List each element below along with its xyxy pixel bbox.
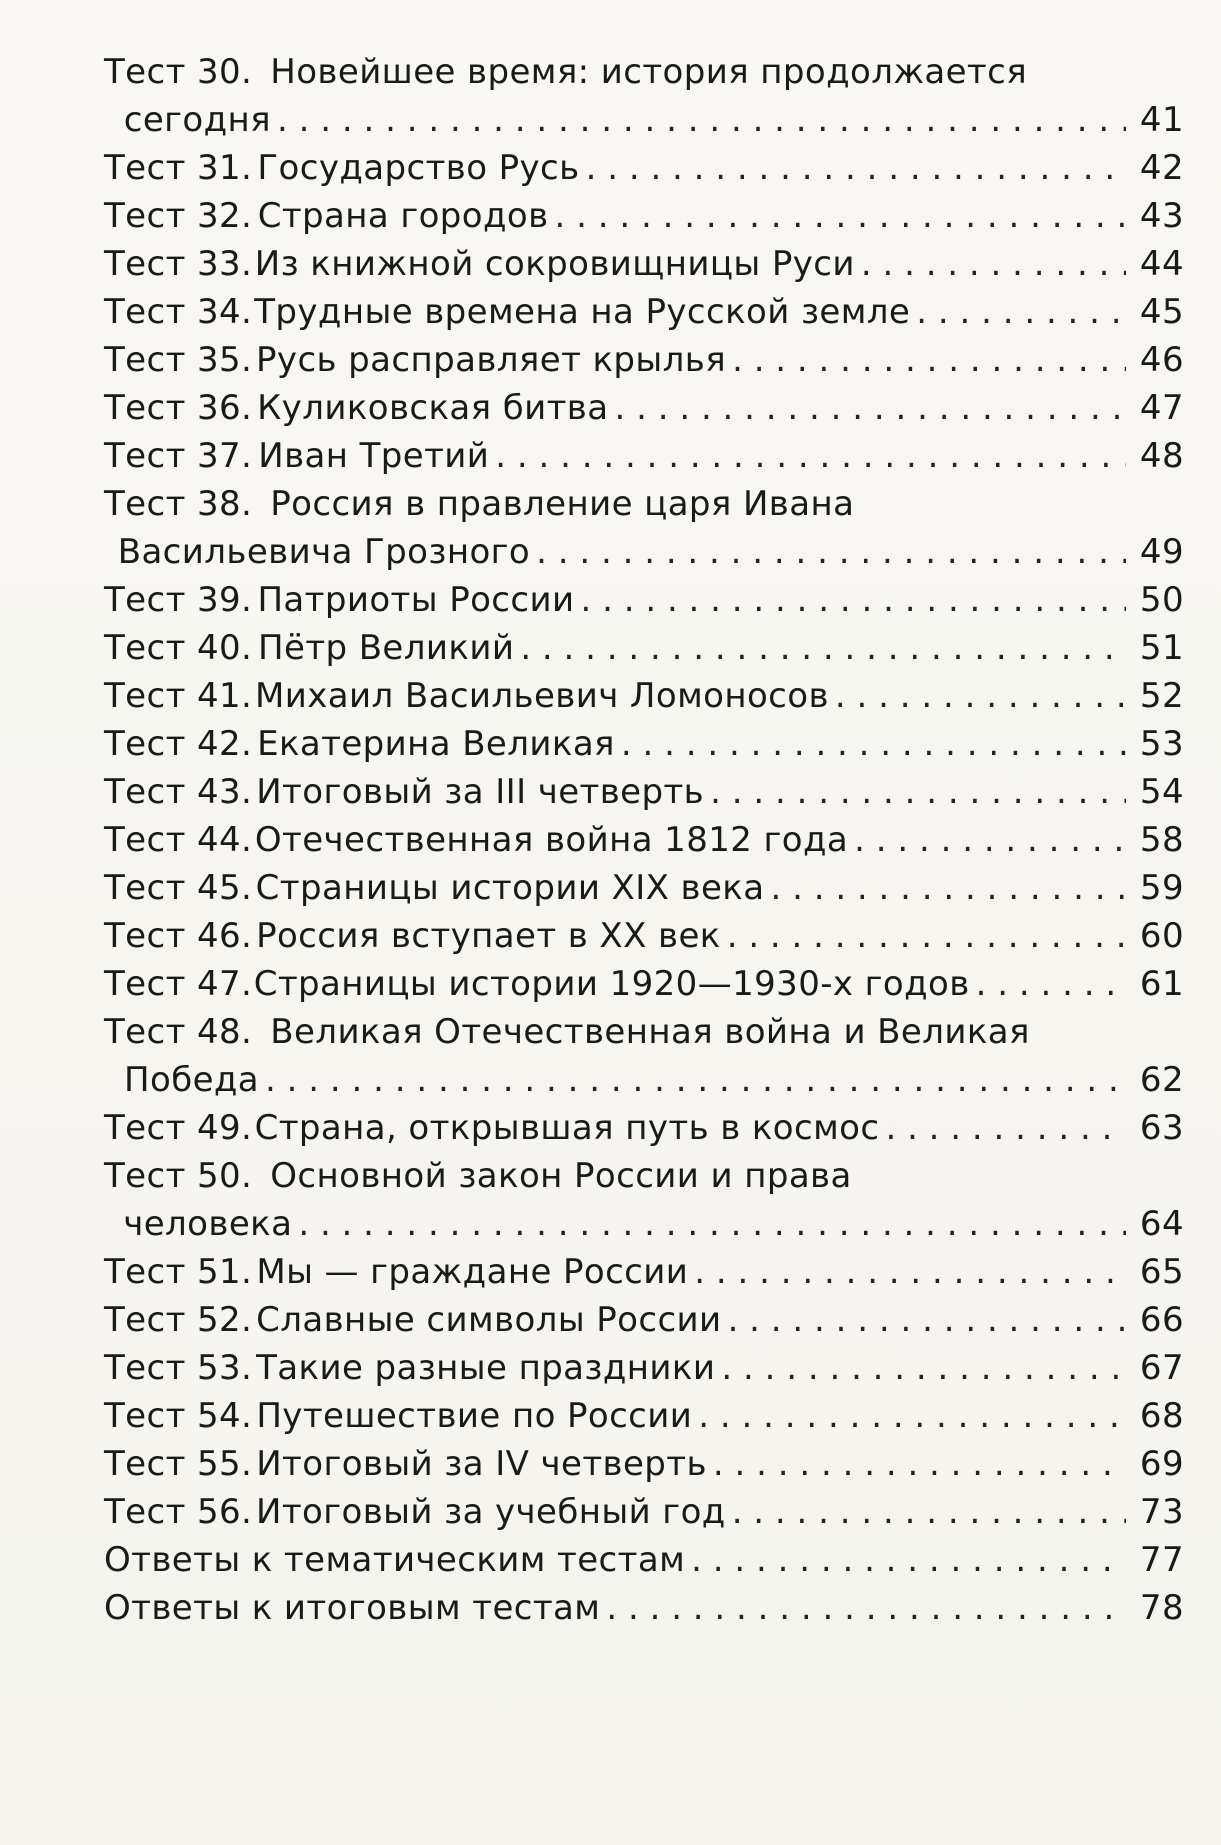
test-number: Тест 50.: [104, 1156, 253, 1196]
toc-entry-title: Патриоты России: [257, 580, 575, 620]
test-number: Тест 32.: [104, 196, 253, 236]
test-number: Тест 42.: [104, 724, 253, 764]
toc-entry: [104, 336, 1184, 384]
toc-entry-title: Трудные времена на Русской земле: [254, 292, 911, 332]
toc-entry-title: Новейшее время: история продолжается: [270, 52, 1028, 92]
toc-entry-line: [104, 672, 1184, 720]
toc-entry-title: Из книжной сокровищницы Руси: [254, 244, 855, 284]
toc-entry-line: [104, 144, 1184, 192]
toc-entry-title: Страна, открывшая путь в космос: [254, 1108, 880, 1148]
test-number: Тест 37.: [104, 436, 253, 476]
page-number: 62: [1139, 1060, 1184, 1100]
toc-entry-title: Такие разные праздники: [256, 1348, 716, 1388]
toc-entry-title: Основной закон России и права: [270, 1156, 852, 1196]
toc-entry-line: [104, 48, 1184, 96]
test-number: Тест 51.: [104, 1252, 253, 1292]
toc-entry-title: Итоговый за III четверть: [256, 772, 705, 812]
toc-entry-line: [104, 432, 1184, 480]
toc-entry-line: [104, 1584, 1184, 1632]
dot-leader: [606, 1584, 1126, 1632]
test-number: Тест 48.: [104, 1012, 253, 1052]
dot-leader: [555, 192, 1126, 240]
toc-entry-line: [104, 240, 1184, 288]
dot-leader: [721, 1344, 1126, 1392]
dot-leader: [614, 384, 1126, 432]
test-number: Тест 43.: [104, 772, 253, 812]
toc-entry: [104, 480, 1184, 576]
test-number: Тест 34.: [104, 292, 253, 332]
toc-entry: [104, 1152, 1184, 1248]
test-number: Тест 52.: [104, 1300, 253, 1340]
toc-entry: [104, 1488, 1184, 1536]
test-number: Тест 44.: [104, 820, 253, 860]
table-of-contents: [104, 48, 1184, 1632]
test-number: Тест 35.: [104, 340, 253, 380]
dot-leader: [298, 1200, 1126, 1248]
dot-leader: [265, 1056, 1126, 1104]
toc-entry-title: Государство Русь: [257, 148, 580, 188]
toc-entry-line: [104, 288, 1184, 336]
toc-entry-title: Россия вступает в XX век: [256, 916, 721, 956]
toc-entry-line: [104, 1248, 1184, 1296]
dot-leader: [916, 288, 1126, 336]
toc-entry-title: сегодня: [123, 100, 272, 140]
toc-entry: [104, 912, 1184, 960]
toc-entry-line: [104, 960, 1184, 1008]
toc-entry: [104, 384, 1184, 432]
toc-entry-title: Великая Отечественная война и Великая: [270, 1012, 1030, 1052]
test-number: Тест 39.: [104, 580, 253, 620]
toc-entry-line: [104, 384, 1184, 432]
dot-leader: [691, 1536, 1126, 1584]
toc-entry: [104, 240, 1184, 288]
toc-entry-title: Итоговый за IV четверть: [256, 1444, 707, 1484]
page-number: 77: [1139, 1540, 1184, 1580]
toc-entry-title: Ответы к итоговым тестам: [104, 1588, 601, 1628]
test-number: Тест 47.: [104, 964, 253, 1004]
dot-leader: [277, 96, 1126, 144]
toc-entry-line: [104, 912, 1184, 960]
toc-entry-title: Россия в правление царя Ивана: [270, 484, 855, 524]
dot-leader: [621, 720, 1126, 768]
toc-entry-title: Победа: [124, 1060, 260, 1100]
dot-leader: [770, 864, 1126, 912]
toc-entry: [104, 192, 1184, 240]
toc-entry-line: [104, 480, 1184, 528]
dot-leader: [520, 624, 1126, 672]
page-number: 44: [1139, 244, 1184, 284]
dot-leader: [698, 1392, 1126, 1440]
test-number: Тест 49.: [104, 1108, 253, 1148]
toc-entry-title: Страницы истории XIX века: [255, 868, 765, 908]
toc-entry-title: Русь расправляет крылья: [256, 340, 727, 380]
toc-entry-title: Страна городов: [257, 196, 549, 236]
page-number: 73: [1139, 1492, 1184, 1532]
toc-entry-title: Страницы истории 1920—1930-х годов: [253, 964, 970, 1004]
toc-entry: [104, 672, 1184, 720]
dot-leader: [976, 960, 1126, 1008]
dot-leader: [586, 144, 1126, 192]
toc-entry: [104, 1296, 1184, 1344]
toc-entry: [104, 960, 1184, 1008]
dot-leader: [835, 672, 1126, 720]
toc-entry-line: [104, 1008, 1184, 1056]
toc-entry: [104, 864, 1184, 912]
toc-entry: [104, 624, 1184, 672]
toc-entry: [104, 768, 1184, 816]
toc-entry-title: Славные символы России: [256, 1300, 722, 1340]
test-number: Тест 40.: [104, 628, 253, 668]
dot-leader: [713, 1440, 1126, 1488]
toc-entry-line: [104, 816, 1184, 864]
dot-leader: [732, 336, 1126, 384]
page-number: 49: [1139, 532, 1184, 572]
page-number: 50: [1139, 580, 1184, 620]
dot-leader: [495, 432, 1126, 480]
toc-entry: [104, 48, 1184, 144]
test-number: Тест 53.: [104, 1348, 253, 1388]
dot-leader: [710, 768, 1126, 816]
toc-entry: [104, 576, 1184, 624]
toc-entry-title: Итоговый за учебный год: [256, 1492, 726, 1532]
toc-entry-title: Ответы к тематическим тестам: [104, 1540, 686, 1580]
dot-leader: [854, 816, 1126, 864]
test-number: Тест 36.: [104, 388, 253, 428]
toc-entry-title: человека: [123, 1204, 293, 1244]
toc-entry-line: [104, 1296, 1184, 1344]
toc-entry-title: Михаил Васильевич Ломоносов: [255, 676, 829, 716]
test-number: Тест 56.: [104, 1492, 253, 1532]
page-number: 42: [1139, 148, 1184, 188]
toc-entry-line: [104, 1104, 1184, 1152]
toc-entry-line: [104, 720, 1184, 768]
test-number: Тест 45.: [104, 868, 253, 908]
toc-entry: [104, 432, 1184, 480]
toc-entry-title: Куликовская битва: [257, 388, 609, 428]
dot-leader: [732, 1488, 1126, 1536]
toc-entry-line: [104, 1344, 1184, 1392]
toc-entry-title: Отечественная война 1812 года: [254, 820, 849, 860]
toc-entry-line: [104, 1152, 1184, 1200]
test-number: Тест 46.: [104, 916, 253, 956]
page-number: 59: [1139, 868, 1184, 908]
toc-entry: [104, 816, 1184, 864]
page-number: 58: [1139, 820, 1184, 860]
page-number: 67: [1139, 1348, 1184, 1388]
page-number: 53: [1139, 724, 1184, 764]
toc-entry: [104, 1248, 1184, 1296]
toc-entry-line: [104, 624, 1184, 672]
toc-entry-title: Пётр Великий: [258, 628, 515, 668]
page-number: 78: [1139, 1588, 1184, 1628]
dot-leader: [728, 1296, 1126, 1344]
toc-entry: [104, 1344, 1184, 1392]
toc-entry-line: [104, 768, 1184, 816]
toc-entry-title: Екатерина Великая: [257, 724, 615, 764]
toc-entry-line: [104, 1200, 1184, 1248]
toc-entry: [104, 144, 1184, 192]
toc-entry: [104, 1440, 1184, 1488]
page-number: 46: [1139, 340, 1184, 380]
page-number: 65: [1139, 1252, 1184, 1292]
test-number: Тест 54.: [104, 1396, 253, 1436]
page-number: 51: [1139, 628, 1184, 668]
page-number: 47: [1139, 388, 1184, 428]
page-number: 41: [1139, 100, 1184, 140]
dot-leader: [580, 576, 1126, 624]
toc-entry: [104, 720, 1184, 768]
toc-entry-line: [104, 576, 1184, 624]
test-number: Тест 30.: [104, 52, 253, 92]
test-number: Тест 33.: [104, 244, 253, 284]
toc-entry: [104, 1584, 1184, 1632]
page-number: 64: [1139, 1204, 1184, 1244]
toc-entry-title: Путешествие по России: [256, 1396, 693, 1436]
toc-entry-line: [104, 336, 1184, 384]
page-number: 48: [1139, 436, 1184, 476]
dot-leader: [727, 912, 1126, 960]
toc-entry-line: [104, 1440, 1184, 1488]
toc-entry-line: [104, 1056, 1184, 1104]
page-number: 61: [1139, 964, 1184, 1004]
page-number: 43: [1139, 196, 1184, 236]
page-number: 60: [1139, 916, 1184, 956]
page-number: 45: [1139, 292, 1184, 332]
toc-entry: [104, 1536, 1184, 1584]
test-number: Тест 38.: [104, 484, 253, 524]
toc-entry-line: [104, 528, 1184, 576]
toc-entry-line: [104, 864, 1184, 912]
toc-entry-line: [104, 192, 1184, 240]
toc-entry-title: Мы — граждане России: [256, 1252, 689, 1292]
toc-entry: [104, 288, 1184, 336]
test-number: Тест 31.: [104, 148, 253, 188]
dot-leader: [885, 1104, 1126, 1152]
page-number: 54: [1139, 772, 1184, 812]
page-number: 52: [1139, 676, 1184, 716]
page-number: 63: [1139, 1108, 1184, 1148]
dot-leader: [694, 1248, 1126, 1296]
test-number: Тест 41.: [104, 676, 253, 716]
page-number: 69: [1139, 1444, 1184, 1484]
toc-entry-line: [104, 1392, 1184, 1440]
dot-leader: [536, 528, 1126, 576]
toc-entry: [104, 1008, 1184, 1104]
toc-entry: [104, 1392, 1184, 1440]
page-number: 68: [1139, 1396, 1184, 1436]
toc-entry-title: Васильевича Грозного: [117, 532, 531, 572]
page-number: 66: [1139, 1300, 1184, 1340]
test-number: Тест 55.: [104, 1444, 253, 1484]
toc-entry-title: Иван Третий: [258, 436, 490, 476]
toc-entry-line: [104, 96, 1184, 144]
dot-leader: [861, 240, 1126, 288]
toc-entry: [104, 1104, 1184, 1152]
toc-entry-line: [104, 1488, 1184, 1536]
toc-entry-line: [104, 1536, 1184, 1584]
